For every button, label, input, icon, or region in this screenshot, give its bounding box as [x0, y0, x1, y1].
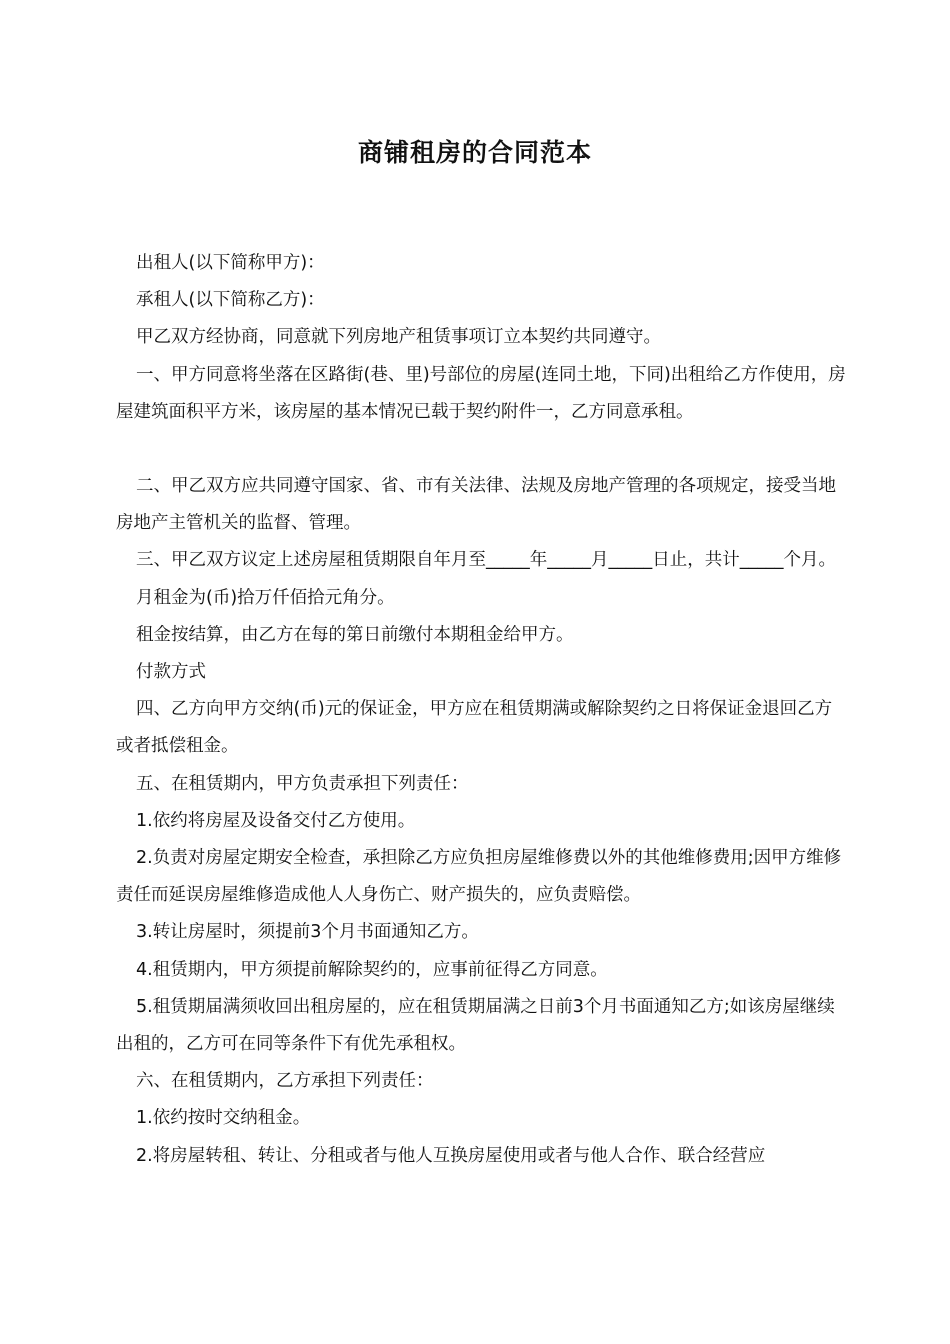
paragraph-clause-5-item-2: 2.负责对房屋定期安全检查，承担除乙方应负担房屋维修费以外的其他维修费用;因甲方维修责任而延误房屋维修造成他人人身伤亡、财产损失的，应负责赔偿。 — [116, 848, 842, 906]
paragraph-clause-5-item-4: 4.租赁期内，甲方须提前解除契约的，应事前征得乙方同意。 — [136, 959, 608, 980]
paragraph-clause-6-item-2: 2.将房屋转租、转让、分租或者与他人互换房屋使用或者与他人合作、联合经营应 — [136, 1145, 766, 1166]
paragraph-lessor: 出租人(以下简称甲方)： — [136, 253, 325, 273]
paragraph-clause-2: 二、甲乙双方应共同遵守国家、省、市有关法律、法规及房地产管理的各项规定，接受当地房地产主管机关的监督、管理。 — [116, 476, 836, 534]
paragraph-payment-method: 付款方式 — [136, 662, 206, 683]
paragraph-lessee: 承租人(以下简称乙方)： — [136, 290, 325, 311]
paragraph-clause-5: 五、在租赁期内，甲方负责承担下列责任： — [136, 773, 469, 794]
paragraph-clause-4: 四、乙方向甲方交纳(币)元的保证金，甲方应在租赁期满或解除契约之日将保证金退回乙方或者抵偿租金。 — [116, 699, 833, 757]
paragraph-rent-settlement: 租金按结算，由乙方在每的第日前缴付本期租金给甲方。 — [136, 624, 574, 645]
document-body — [116, 245, 846, 1175]
paragraph-clause-5-item-1: 1.依约将房屋及设备交付乙方使用。 — [136, 810, 416, 831]
paragraph-clause-5-item-3: 3.转让房屋时，须提前3个月书面通知乙方。 — [136, 922, 479, 943]
paragraph-agreement: 甲乙双方经协商，同意就下列房地产租赁事项订立本契约共同遵守。 — [136, 327, 661, 348]
paragraph-clause-6: 六、在租赁期内，乙方承担下列责任： — [136, 1071, 434, 1092]
paragraph-monthly-rent: 月租金为(币)拾万仟佰拾元角分。 — [136, 587, 395, 608]
paragraph-clause-5-item-5: 5.租赁期届满须收回出租房屋的，应在租赁期届满之日前3个月书面通知乙方;如该房屋继续出租的，乙方可在同等条件下有优先承租权。 — [116, 996, 835, 1055]
paragraph-clause-1: 一、甲方同意将坐落在区路街(巷、里)号部位的房屋(连同土地，下同)出租给乙方作使用，房屋建筑面积平方米，该房屋的基本情况已载于契约附件一，乙方同意承租。 — [116, 364, 846, 422]
paragraph-clause-3: 三、甲乙双方议定上述房屋租赁期限自年月至_____年_____月_____日止，共计_____个月。 — [136, 550, 836, 571]
paragraph-clause-6-item-1: 1.依约按时交纳租金。 — [136, 1108, 311, 1129]
document-title: 商铺租房的合同范本 — [357, 138, 592, 167]
